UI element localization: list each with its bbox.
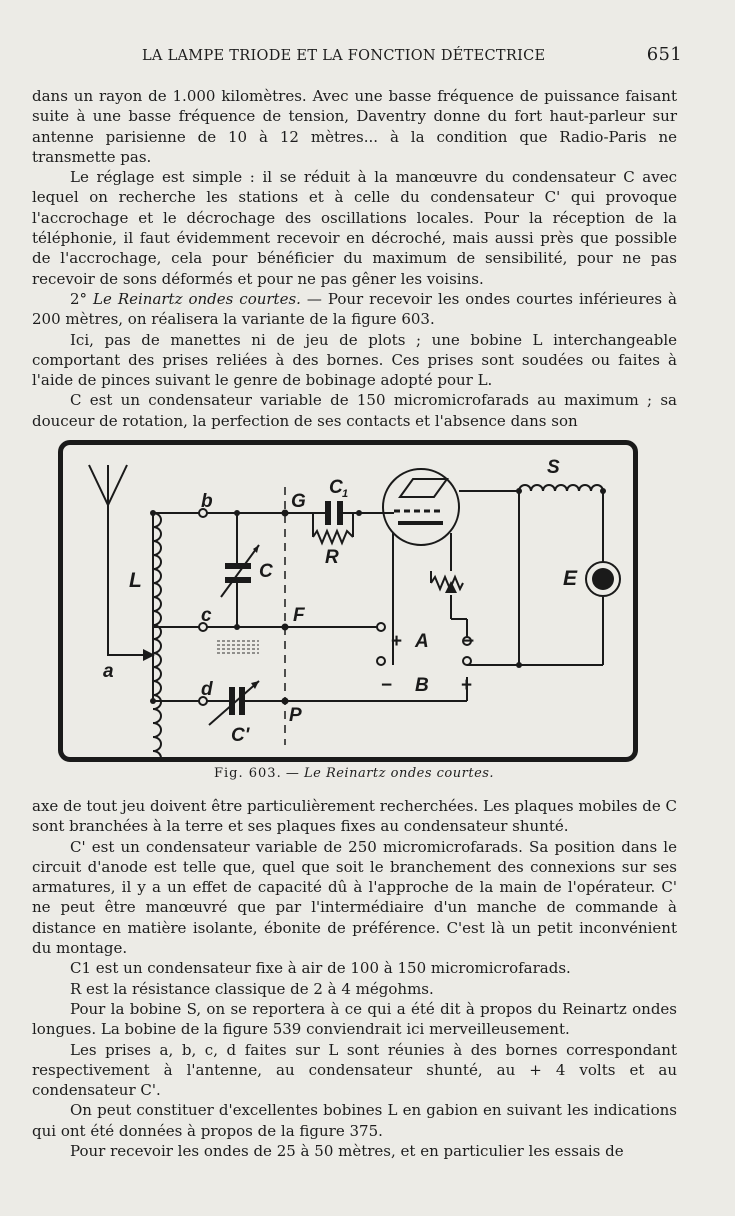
- label-plus-b: +: [461, 675, 473, 696]
- antenna-symbol: [89, 465, 143, 655]
- paragraph: On peut constituer d'excellentes bobines L en gabion en suivant les indications qui ont été données à propos de la figure 375.: [32, 1101, 677, 1140]
- coil-s: [519, 485, 603, 491]
- label-b: b: [201, 491, 213, 512]
- label-r: R: [325, 547, 339, 568]
- label-c: C: [259, 561, 273, 582]
- paragraph-text: — Pour recevoir les ondes courtes inférieures à 200 mètres, on réalisera la variante de la figure 603.: [32, 289, 677, 329]
- label-c-small: c: [201, 605, 212, 626]
- paragraph: C1 est un condensateur fixe à air de 100 à 150 micromicrofarads.: [70, 959, 571, 978]
- label-d: d: [201, 679, 213, 700]
- figure-caption: [214, 766, 494, 781]
- paragraph: Ici, pas de manettes ni de jeu de plots ; une bobine L interchangeable comportant des prises reliées à des bornes. Ces prises sont soudées ou faites à l'aide de pinces suivant le genre de bobinage adopté pour L.: [32, 330, 677, 390]
- variable-capacitor-arrow: [221, 545, 259, 597]
- label-b-battery: B: [415, 675, 429, 696]
- circuit-diagram: [58, 440, 638, 762]
- label-f: F: [293, 605, 305, 626]
- coil-l: [153, 513, 161, 757]
- section-title: Le Reinartz ondes courtes.: [93, 289, 301, 308]
- section-number: 2°: [70, 289, 94, 308]
- label-s: S: [547, 457, 560, 478]
- label-p: P: [289, 705, 302, 726]
- resistor-r: [313, 531, 353, 543]
- paragraph: Pour la bobine S, on se reportera à ce qui a été dit à propos du Reinartz ondes longues. La bobine de la figure 539 conviendrait ici merveilleusement.: [32, 999, 677, 1039]
- text-block-bottom: [32, 796, 677, 1161]
- label-l: L: [129, 569, 142, 592]
- label-c1: C: [329, 477, 343, 498]
- paragraph: Le réglage est simple : il se réduit à la manœuvre du condensateur C avec lequel on recherche les stations et à celle du condensateur C' qui provoque l'accrochage et le décrochage des oscillations locales. Pour la réception de la téléphonie, il faut évidemment recevoir en décroché, mais aussi près que possible de l'accrochage, cela pour bénéficier du maximum de sensibilité, pour ne pas recevoir de sons déformés et pour ne pas gêner les voisins.: [32, 168, 677, 288]
- label-c1-subscript: 1: [342, 488, 349, 500]
- circuit-schematic: [63, 445, 633, 757]
- label-plus-a: +: [391, 631, 403, 652]
- label-minus-b: −: [381, 675, 393, 696]
- label-g: G: [291, 491, 306, 512]
- label-a: a: [103, 661, 114, 682]
- label-c-prime: C': [231, 725, 250, 746]
- vacuum-tube: [383, 469, 459, 545]
- page-number: 651: [646, 44, 682, 65]
- label-e: E: [563, 567, 578, 590]
- caption-title: — Le Reinartz ondes courtes.: [285, 766, 495, 781]
- paragraph: C est un condensateur variable de 150 micromicrofarads au maximum ; sa douceur de rotation, la perfection de ses contacts et l'absence dans son: [32, 391, 677, 430]
- rheostat: [431, 577, 463, 589]
- paragraph: dans un rayon de 1.000 kilomètres. Avec une basse fréquence de puissance faisant suite à une basse fréquence de tension, Daventry donne du fort haut-parleur sur antenne parisienne de 10 à 12 mètres... à la condition que Radio-Paris ne transmette pas.: [32, 87, 677, 166]
- label-a-battery: A: [415, 631, 429, 652]
- ground-plate: [217, 641, 259, 653]
- caption-prefix: Fig. 603.: [214, 766, 282, 781]
- paragraph: C' est un condensateur variable de 250 micromicrofarads. Sa position dans le circuit d'anode est telle que, quel que soit le branchement des connexions sur ses armatures, il y a un effet de capacité dû à l'approche de la main de l'opérateur. C' ne peut être manœuvré que par l'intermédiaire d'un manche de commande à distance en matière isolante, ébonite de préférence. C'est là un petit inconvénient du montage.: [32, 837, 677, 958]
- text-block-top: [32, 86, 677, 431]
- paragraph-heading-reinartz: [32, 289, 677, 330]
- running-head: [32, 44, 682, 70]
- chapter-title: LA LAMPE TRIODE ET LA FONCTION DÉTECTRICE: [142, 48, 546, 64]
- paragraph: Les prises a, b, c, d faites sur L sont réunies à des bornes correspondant respectivement à l'antenne, au condensateur shunté, au + 4 volts et au condensateur C'.: [32, 1040, 677, 1100]
- paragraph: R est la résistance classique de 2 à 4 mégohms.: [70, 979, 434, 998]
- paragraph: axe de tout jeu doivent être particulièrement recherchées. Les plaques mobiles de C sont branchées à la terre et ses plaques fixes au condensateur shunté.: [32, 797, 677, 836]
- paragraph: Pour recevoir les ondes de 25 à 50 mètres, et en particulier les essais de: [70, 1142, 624, 1161]
- label-minus-a: −: [463, 631, 475, 652]
